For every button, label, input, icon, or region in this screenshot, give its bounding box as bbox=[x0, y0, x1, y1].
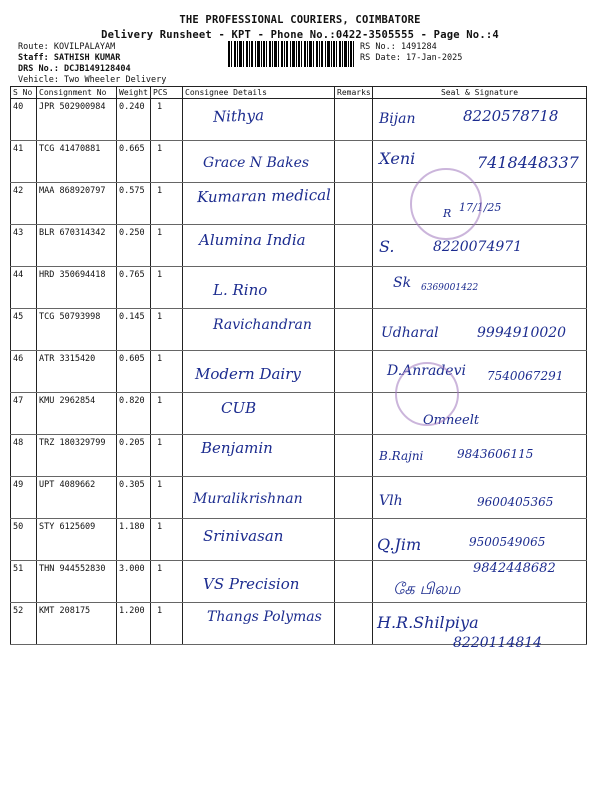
rs-date: RS Date: 17-Jan-2025 bbox=[360, 53, 463, 63]
signature-phone-number: 9994910020 bbox=[477, 325, 567, 341]
cell-weight: 0.605 bbox=[117, 351, 151, 393]
cell-weight: 0.305 bbox=[117, 477, 151, 519]
signature-handwriting: Xeni bbox=[379, 149, 416, 168]
table-row bbox=[11, 309, 587, 351]
cell-consignment-no: KMT 208175 bbox=[37, 603, 117, 645]
cell-weight: 0.250 bbox=[117, 225, 151, 267]
table-row bbox=[11, 267, 587, 309]
cell-consignment-no: MAA 868920797 bbox=[37, 183, 117, 225]
barcode bbox=[228, 41, 354, 67]
cell-remarks bbox=[335, 141, 373, 183]
cell-weight: 0.240 bbox=[117, 99, 151, 141]
cell-sno: 44 bbox=[11, 267, 37, 309]
col-pcs: PCS bbox=[151, 87, 183, 99]
company-title: THE PROFESSIONAL COURIERS, COIMBATORE bbox=[179, 14, 421, 26]
consignee-handwriting: Modern Dairy bbox=[195, 365, 301, 383]
consignee-handwriting: Kumaran medical bbox=[196, 185, 332, 207]
cell-sno: 41 bbox=[11, 141, 37, 183]
cell-sno: 49 bbox=[11, 477, 37, 519]
cell-consignment-no: TRZ 180329799 bbox=[37, 435, 117, 477]
seal-stamp-2 bbox=[395, 362, 459, 426]
cell-sno: 48 bbox=[11, 435, 37, 477]
cell-sno: 47 bbox=[11, 393, 37, 435]
vehicle-info: Vehicle: Two Wheeler Delivery bbox=[18, 75, 167, 85]
cell-remarks bbox=[335, 351, 373, 393]
signature-phone-number: 9600405365 bbox=[477, 495, 554, 509]
cell-consignee bbox=[183, 393, 335, 435]
runsheet-subtitle: Delivery Runsheet - KPT - Phone No.:0422-3505555 - Page No.:4 bbox=[101, 29, 499, 41]
cell-consignee bbox=[183, 435, 335, 477]
cell-pcs: 1 bbox=[151, 519, 183, 561]
signature-handwriting: H.R.Shilpiya bbox=[377, 613, 479, 632]
consignee-handwriting: Ravichandran bbox=[213, 317, 312, 333]
cell-remarks bbox=[335, 519, 373, 561]
cell-consignee bbox=[183, 225, 335, 267]
cell-consignee bbox=[183, 351, 335, 393]
cell-remarks bbox=[335, 603, 373, 645]
cell-sno: 43 bbox=[11, 225, 37, 267]
consignee-handwriting: Benjamin bbox=[201, 439, 273, 457]
cell-remarks bbox=[335, 225, 373, 267]
signature-phone-number: 6369001422 bbox=[421, 283, 479, 293]
cell-weight: 0.205 bbox=[117, 435, 151, 477]
cell-consignment-no: TCG 50793998 bbox=[37, 309, 117, 351]
cell-remarks bbox=[335, 393, 373, 435]
cell-consignee bbox=[183, 477, 335, 519]
cell-consignment-no: KMU 2962854 bbox=[37, 393, 117, 435]
cell-signature bbox=[373, 435, 587, 477]
table-row bbox=[11, 351, 587, 393]
runsheet-table bbox=[10, 86, 587, 651]
cell-pcs: 1 bbox=[151, 267, 183, 309]
cell-sno: 51 bbox=[11, 561, 37, 603]
cell-weight: 0.145 bbox=[117, 309, 151, 351]
signature-phone-number: 9843606115 bbox=[457, 447, 534, 461]
cell-consignment-no: BLR 670314342 bbox=[37, 225, 117, 267]
cell-signature bbox=[373, 225, 587, 267]
signature-handwriting: Q.Jim bbox=[377, 535, 422, 554]
consignee-handwriting: Thangs Polymas bbox=[207, 609, 322, 625]
cell-remarks bbox=[335, 435, 373, 477]
drs-info: DRS No.: DCJB149128404 bbox=[18, 64, 131, 74]
consignee-handwriting: VS Precision bbox=[203, 575, 300, 593]
cell-sno: 52 bbox=[11, 603, 37, 645]
table-row bbox=[11, 603, 587, 645]
signature-phone-number: 9500549065 bbox=[469, 535, 546, 549]
consignee-handwriting: L. Rino bbox=[213, 281, 268, 299]
cell-consignee bbox=[183, 141, 335, 183]
cell-sno: 45 bbox=[11, 309, 37, 351]
cell-sno: 50 bbox=[11, 519, 37, 561]
signature-handwriting: Bijan bbox=[379, 111, 416, 127]
table-row bbox=[11, 435, 587, 477]
consignee-handwriting: Alumina India bbox=[199, 231, 306, 249]
cell-pcs: 1 bbox=[151, 435, 183, 477]
rs-number: RS No.: 1491284 bbox=[360, 42, 437, 52]
table-header bbox=[11, 87, 587, 99]
cell-signature bbox=[373, 561, 587, 603]
cell-pcs: 1 bbox=[151, 603, 183, 645]
cell-consignee bbox=[183, 561, 335, 603]
cell-pcs: 1 bbox=[151, 99, 183, 141]
cell-consignee bbox=[183, 267, 335, 309]
cell-weight: 0.575 bbox=[117, 183, 151, 225]
cell-pcs: 1 bbox=[151, 225, 183, 267]
table-row bbox=[11, 99, 587, 141]
col-consignee: Consignee Details bbox=[183, 87, 335, 99]
table-row bbox=[11, 225, 587, 267]
cell-sno: 46 bbox=[11, 351, 37, 393]
table-row bbox=[11, 477, 587, 519]
signature-handwriting: கே பிலம bbox=[393, 579, 461, 598]
cell-pcs: 1 bbox=[151, 561, 183, 603]
table-row bbox=[11, 183, 587, 225]
col-seal: Seal & Signature bbox=[373, 87, 587, 99]
table-row bbox=[11, 393, 587, 435]
cell-signature bbox=[373, 519, 587, 561]
cell-weight: 0.820 bbox=[117, 393, 151, 435]
signature-phone-number: 8220578718 bbox=[463, 107, 559, 125]
cell-consignee bbox=[183, 309, 335, 351]
cell-pcs: 1 bbox=[151, 183, 183, 225]
cell-remarks bbox=[335, 267, 373, 309]
signature-handwriting: B.Rajni bbox=[379, 449, 424, 463]
col-weight: Weight bbox=[117, 87, 151, 99]
seal-stamp-1 bbox=[410, 168, 482, 240]
cell-sno: 42 bbox=[11, 183, 37, 225]
table-row bbox=[11, 141, 587, 183]
cell-signature bbox=[373, 267, 587, 309]
cell-remarks bbox=[335, 183, 373, 225]
cell-consignment-no: ATR 3315420 bbox=[37, 351, 117, 393]
route-info: Route: KOVILPALAYAM bbox=[18, 42, 116, 52]
signature-phone-number: 8220114814 bbox=[453, 635, 543, 651]
cell-consignee bbox=[183, 603, 335, 645]
signature-handwriting: Omneelt bbox=[423, 413, 480, 428]
cell-weight: 0.765 bbox=[117, 267, 151, 309]
signature-handwriting: S. bbox=[379, 237, 395, 256]
cell-pcs: 1 bbox=[151, 351, 183, 393]
cell-consignee bbox=[183, 519, 335, 561]
cell-consignment-no: HRD 350694418 bbox=[37, 267, 117, 309]
cell-pcs: 1 bbox=[151, 141, 183, 183]
signature-handwriting: R bbox=[443, 207, 452, 220]
table-row bbox=[11, 561, 587, 603]
cell-consignee bbox=[183, 183, 335, 225]
cell-pcs: 1 bbox=[151, 477, 183, 519]
cell-pcs: 1 bbox=[151, 309, 183, 351]
cell-sno: 40 bbox=[11, 99, 37, 141]
cell-consignment-no: JPR 502900984 bbox=[37, 99, 117, 141]
staff-info: Staff: SATHISH KUMAR bbox=[18, 53, 121, 63]
table-row bbox=[11, 519, 587, 561]
signature-phone-number: 8220074971 bbox=[433, 239, 523, 255]
consignee-handwriting: CUB bbox=[221, 399, 257, 417]
signature-phone-number: 17/1/25 bbox=[459, 201, 502, 214]
cell-consignment-no: THN 944552830 bbox=[37, 561, 117, 603]
cell-remarks bbox=[335, 561, 373, 603]
signature-phone-number: 9842448682 bbox=[473, 561, 556, 576]
cell-consignment-no: STY 6125609 bbox=[37, 519, 117, 561]
cell-weight: 0.665 bbox=[117, 141, 151, 183]
cell-weight: 1.180 bbox=[117, 519, 151, 561]
col-remarks: Remarks bbox=[335, 87, 373, 99]
cell-consignment-no: TCG 41470881 bbox=[37, 141, 117, 183]
signature-phone-number: 7540067291 bbox=[487, 369, 564, 383]
consignee-handwriting: Muralikrishnan bbox=[193, 491, 303, 507]
cell-remarks bbox=[335, 477, 373, 519]
consignee-handwriting: Grace N Bakes bbox=[203, 155, 310, 171]
cell-weight: 3.000 bbox=[117, 561, 151, 603]
cell-signature bbox=[373, 603, 587, 651]
col-consignment: Consignment No bbox=[37, 87, 117, 99]
col-sno: S No bbox=[11, 87, 37, 99]
consignee-handwriting: Srinivasan bbox=[203, 527, 284, 545]
cell-signature bbox=[373, 99, 587, 141]
signature-handwriting: Udharal bbox=[381, 325, 439, 341]
cell-remarks bbox=[335, 309, 373, 351]
cell-remarks bbox=[335, 99, 373, 141]
cell-consignee bbox=[183, 99, 335, 141]
cell-pcs: 1 bbox=[151, 393, 183, 435]
signature-handwriting: D.Anradevi bbox=[387, 363, 466, 379]
signature-phone-number: 7418448337 bbox=[477, 153, 579, 172]
cell-signature bbox=[373, 141, 587, 183]
signature-handwriting: Vlh bbox=[379, 493, 403, 509]
consignee-handwriting: Nithya bbox=[212, 106, 265, 126]
cell-signature bbox=[373, 477, 587, 519]
signature-handwriting: Sk bbox=[393, 275, 412, 291]
cell-weight: 1.200 bbox=[117, 603, 151, 645]
cell-signature bbox=[373, 309, 587, 351]
cell-consignment-no: UPT 4089662 bbox=[37, 477, 117, 519]
